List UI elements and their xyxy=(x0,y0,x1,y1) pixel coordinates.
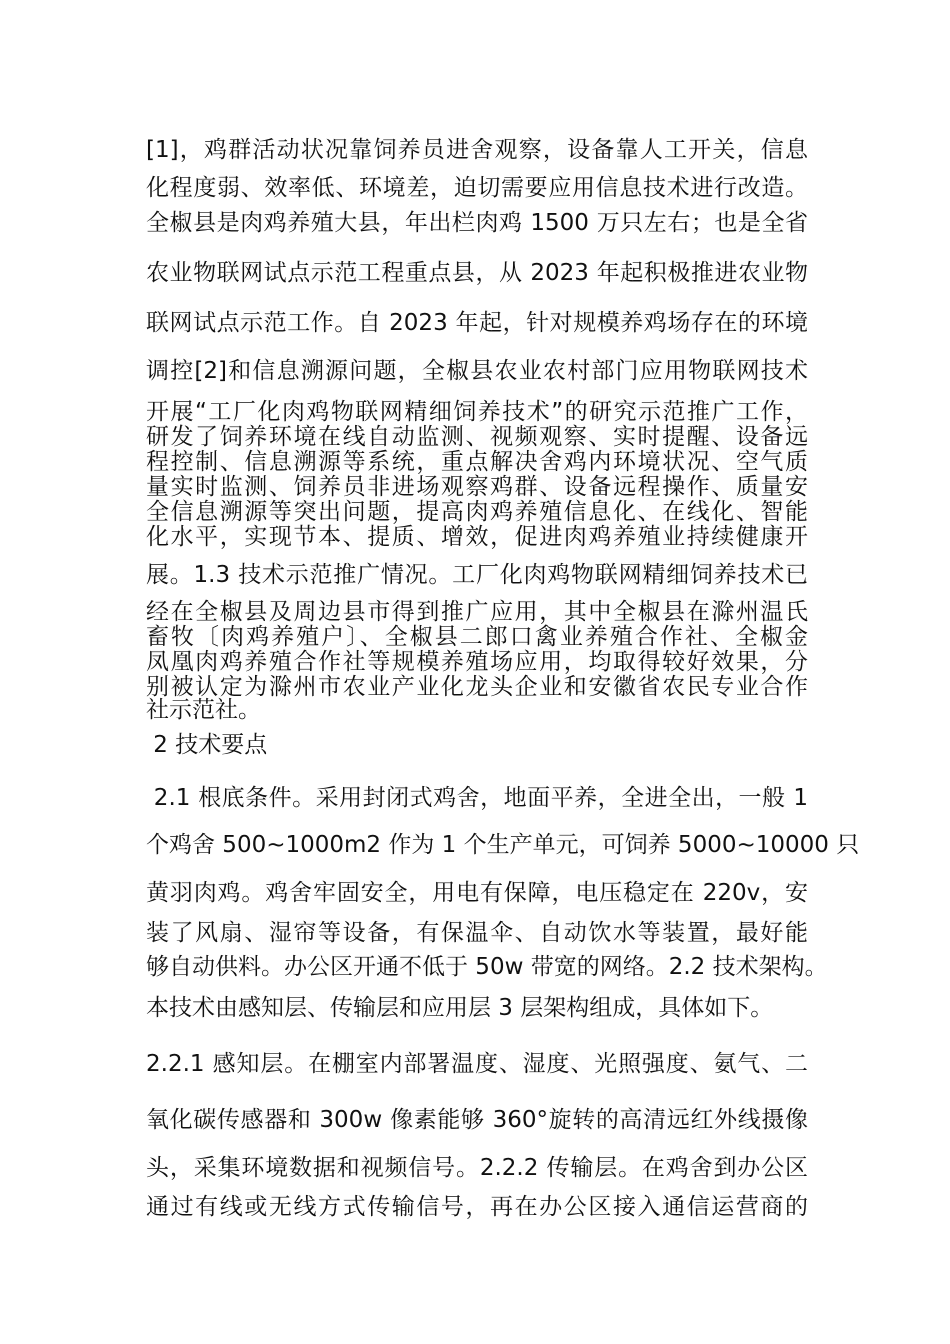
text-line: 通过有线或无线方式传输信号，再在办公区接入通信运营商的 xyxy=(146,1194,808,1220)
text-line: 够自动供料。办公区开通不低于 50w 带宽的网络。2.2 技术架构。 xyxy=(146,954,828,980)
text-line: 头，采集环境数据和视频信号。2.2.2 传输层。在鸡舍到办公区 xyxy=(146,1155,808,1181)
text-line: 凤凰肉鸡养殖合作社等规模养殖场应用，均取得较好效果，分 xyxy=(146,649,808,675)
text-line: 研发了饲养环境在线自动监测、视频观察、实时提醒、设备远 xyxy=(146,424,808,450)
text-line: 展。1.3 技术示范推广情况。工厂化肉鸡物联网精细饲养技术已 xyxy=(146,562,808,588)
text-line: 装了风扇、湿帘等设备，有保温伞、自动饮水等装置，最好能 xyxy=(146,920,808,946)
text-line: 农业物联网试点示范工程重点县，从 2023 年起积极推进农业物 xyxy=(146,260,808,286)
text-line: 化程度弱、效率低、环境差，迫切需要应用信息技术进行改造。 xyxy=(146,175,808,201)
text-line: 全信息溯源等突出问题，提高肉鸡养殖信息化、在线化、智能 xyxy=(146,499,808,525)
text-line: 黄羽肉鸡。鸡舍牢固安全，用电有保障，电压稳定在 220v，安 xyxy=(146,880,808,906)
text-line: 2.1 根底条件。采用封闭式鸡舍，地面平养，全进全出，一般 1 xyxy=(146,785,808,811)
text-line: 调控[2]和信息溯源问题，全椒县农业农村部门应用物联网技术 xyxy=(146,358,808,384)
text-line: 化水平，实现节本、提质、增效，促进肉鸡养殖业持续健康开 xyxy=(146,524,808,550)
text-line: 社示范社。 xyxy=(146,697,261,723)
text-line: 畜牧〔肉鸡养殖户〕、全椒县二郎口禽业养殖合作社、全椒金 xyxy=(146,624,808,650)
text-line: 2.2.1 感知层。在棚室内部署温度、湿度、光照强度、氨气、二 xyxy=(146,1051,808,1077)
text-line: 量实时监测、饲养员非进场观察鸡群、设备远程操作、质量安 xyxy=(146,474,808,500)
text-line: 程控制、信息溯源等系统，重点解决舍鸡内环境状况、空气质 xyxy=(146,449,808,475)
text-line: 经在全椒县及周边县市得到推广应用，其中全椒县在滁州温氏 xyxy=(146,599,808,625)
text-line: 氧化碳传感器和 300w 像素能够 360°旋转的高清远红外线摄像 xyxy=(146,1107,808,1133)
text-line: 开展“工厂化肉鸡物联网精细饲养技术”的研究示范推广工作， xyxy=(146,399,808,425)
text-line: 别被认定为滁州市农业产业化龙头企业和安徽省农民专业合作 xyxy=(146,674,808,700)
section-heading: 2 技术要点 xyxy=(146,732,268,758)
text-line: 联网试点示范工作。自 2023 年起，针对规模养鸡场存在的环境 xyxy=(146,310,808,336)
text-line: 本技术由感知层、传输层和应用层 3 层架构组成，具体如下。 xyxy=(146,995,774,1021)
text-line: 全椒县是肉鸡养殖大县，年出栏肉鸡 1500 万只左右；也是全省 xyxy=(146,210,808,236)
text-line: [1]，鸡群活动状况靠饲养员进舍观察，设备靠人工开关，信息 xyxy=(146,137,808,163)
text-line: 个鸡舍 500~1000m2 作为 1 个生产单元，可饲养 5000~10000 只 xyxy=(146,832,860,858)
